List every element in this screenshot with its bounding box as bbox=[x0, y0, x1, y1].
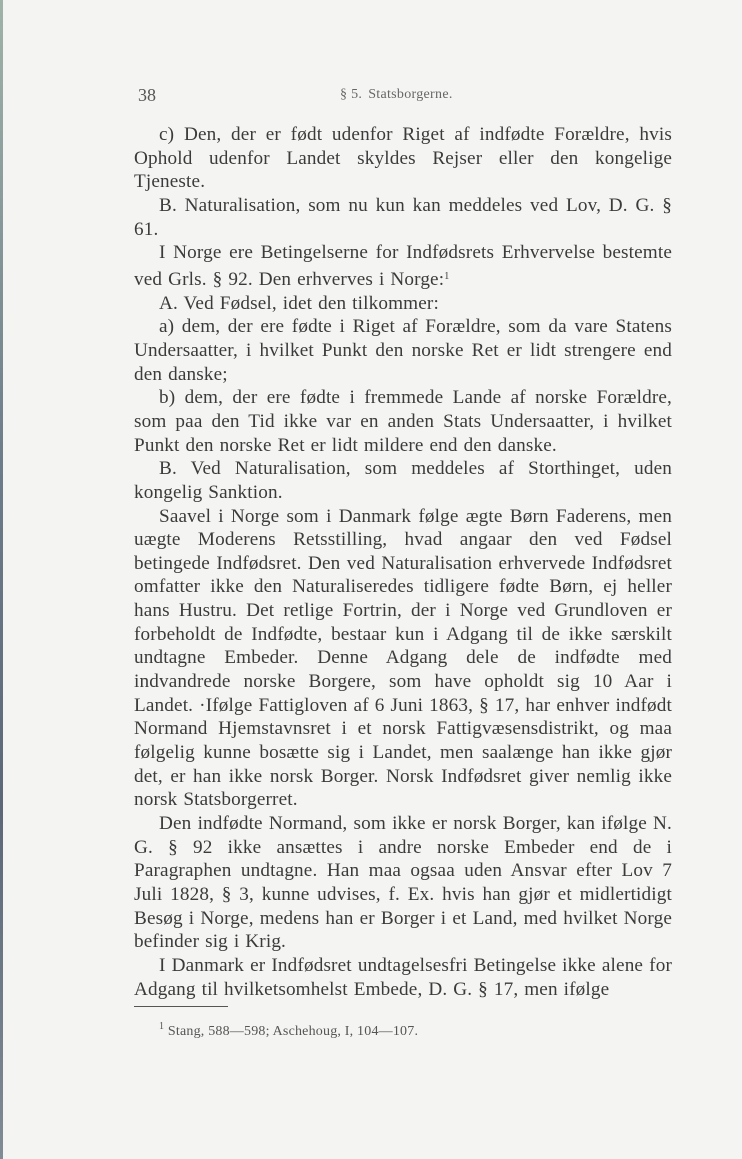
paragraph-b-naturalisation-dk: B. Naturalisation, som nu kun kan meddeles ved Lov, D. G. § 61. bbox=[134, 194, 672, 240]
paragraph-b-naturalisation-no: B. Ved Naturalisation, som meddeles af Storthinget, uden kongelig Sanktion. bbox=[134, 458, 672, 503]
paragraph-legitimate-children: Saavel i Norge som i Danmark følge ægte Børn Faderens, men uægte Moderens Retsstilling, hvad angaar den ved Fødsel betingede Indfødsret. Den ved Naturalisation erhvervede Indfødsret omfatter ikke den Naturaliseredes tidligere fødte Børn, ej heller hans Hustru. Det retlige Fortrin, der i Norge ved Grundloven er forbeholdt de Indfødte, bestaar kun i Adgang til de ikke særskilt undtagne Embeder. Denne Adgang dele de indfødte med indvandrede norske Borgere, som have opholdt sig 10 Aar i Landet. ·Ifølge Fattigloven af 6 Juni 1863, § 17, har enhver indfødt Normand Hjemstavnsret i et norsk Fattigvæsensdistrikt, og maa følgelig kunne bosætte sig i Landet, men saalænge han ikke gjør det, er han ikke norsk Borger. Norsk Indfødsret giver nemlig ikke norsk Statsborgerret. bbox=[134, 505, 672, 811]
page-number: 38 bbox=[138, 85, 156, 105]
section-title: Statsborgerne. bbox=[368, 87, 453, 102]
scan-edge bbox=[0, 0, 3, 1159]
paragraph-denmark-indfodsret: I Danmark er Indfødsret undtagelsesfri Betingelse ikke alene for Adgang til hvilketsomhelst Embede, D. G. § 17, men ifølge bbox=[134, 954, 672, 1000]
paragraph-a-born-in-realm: a) dem, der ere fødte i Riget af Forældre, som da vare Statens Undersaatter, i hvilket Punkt den norske Ret er lidt strengere end den danske; bbox=[134, 316, 672, 385]
paragraph-native-norwegian: Den indfødte Normand, som ikke er norsk Borger, kan ifølge N. G. § 92 ikke ansættes i andre norske Embeder end de i Paragraphen undtagne. Han maa ogsaa uden Ansvar efter Lov 7 Juli 1828, § 3, kunne udvises, f. Ex. hvis han gjør et midlertidigt Besøg i Norge, medens han er Borger i et Land, med hvilket Norge befinder sig i Krig. bbox=[134, 813, 672, 953]
footnote-reference: 1 bbox=[444, 270, 450, 282]
paragraph-c-born-abroad: c) Den, der er født udenfor Riget af indfødte Forældre, hvis Ophold udenfor Landet skyldes Rejser eller den kongelige Tjeneste. bbox=[134, 124, 672, 193]
footnote-marker: 1 bbox=[159, 1021, 165, 1032]
paragraph-a-birth: A. Ved Fødsel, idet den tilkommer: bbox=[159, 292, 439, 314]
footnote-divider bbox=[134, 1006, 228, 1007]
section-number: § 5. bbox=[340, 87, 363, 102]
paragraph-b-born-abroad: b) dem, der ere fødte i fremmede Lande af norske Forældre, som paa den Tid ikke var en anden Stats Undersaatter, i hvilket Punkt den norske Ret er lidt mildere end den danske. bbox=[134, 387, 672, 456]
running-head bbox=[134, 85, 672, 109]
paragraph-norway-conditions: I Norge ere Betingelserne for Indfødsrets Erhvervelse bestemte ved Grls. § 92. Den erhverves i Norge:$^1$ bbox=[134, 242, 672, 290]
body-text bbox=[134, 123, 672, 1001]
section-heading bbox=[340, 87, 453, 103]
footnote-text: Stang, 588—598; Aschehoug, I, 104—107. bbox=[167, 1024, 419, 1039]
footnote bbox=[159, 1021, 418, 1040]
